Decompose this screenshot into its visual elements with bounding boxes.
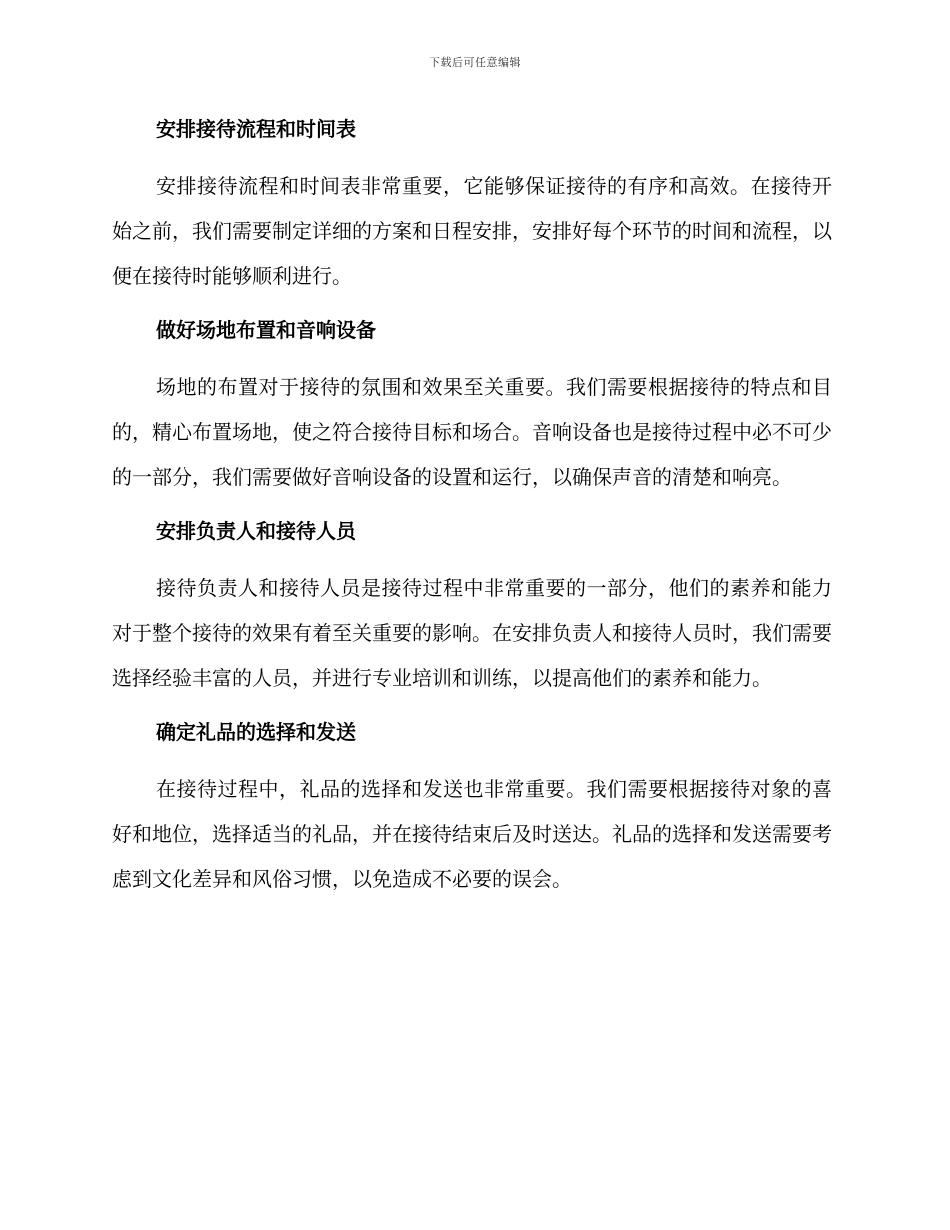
section-venue-audio [112, 312, 832, 513]
section-paragraph: 接待负责人和接待人员是接待过程中非常重要的一部分，他们的素养和能力对于整个接待的效果有着至关重要的影响。在安排负责人和接待人员时，我们需要选择经验丰富的人员，并进行专业培训和训练，以提高他们的素养和能力。 [112, 576, 832, 690]
section-gifts [112, 714, 832, 902]
section-paragraph: 安排接待流程和时间表非常重要，它能够保证接待的有序和高效。在接待开始之前，我们需要制定详细的方案和日程安排，安排好每个环节的时间和流程，以便在接待时能够顺利进行。 [112, 174, 832, 288]
section-heading: 做好场地布置和音响设备 [156, 318, 376, 342]
page-header-note: 下载后可任意编辑 [429, 56, 521, 69]
section-heading: 安排接待流程和时间表 [156, 117, 356, 141]
section-reception-schedule [112, 111, 832, 312]
section-paragraph: 在接待过程中，礼品的选择和发送也非常重要。我们需要根据接待对象的喜好和地位，选择适当的礼品，并在接待结束后及时送达。礼品的选择和发送需要考虑到文化差异和风俗习惯，以免造成不必要的误会。 [112, 777, 832, 891]
section-heading: 确定礼品的选择和发送 [156, 720, 356, 744]
document-content [112, 111, 832, 902]
section-staff [112, 513, 832, 714]
section-paragraph: 场地的布置对于接待的氛围和效果至关重要。我们需要根据接待的特点和目的，精心布置场地，使之符合接待目标和场合。音响设备也是接待过程中必不可少的一部分，我们需要做好音响设备的设置和运行，以确保声音的清楚和响亮。 [112, 375, 832, 489]
section-heading: 安排负责人和接待人员 [156, 519, 356, 543]
